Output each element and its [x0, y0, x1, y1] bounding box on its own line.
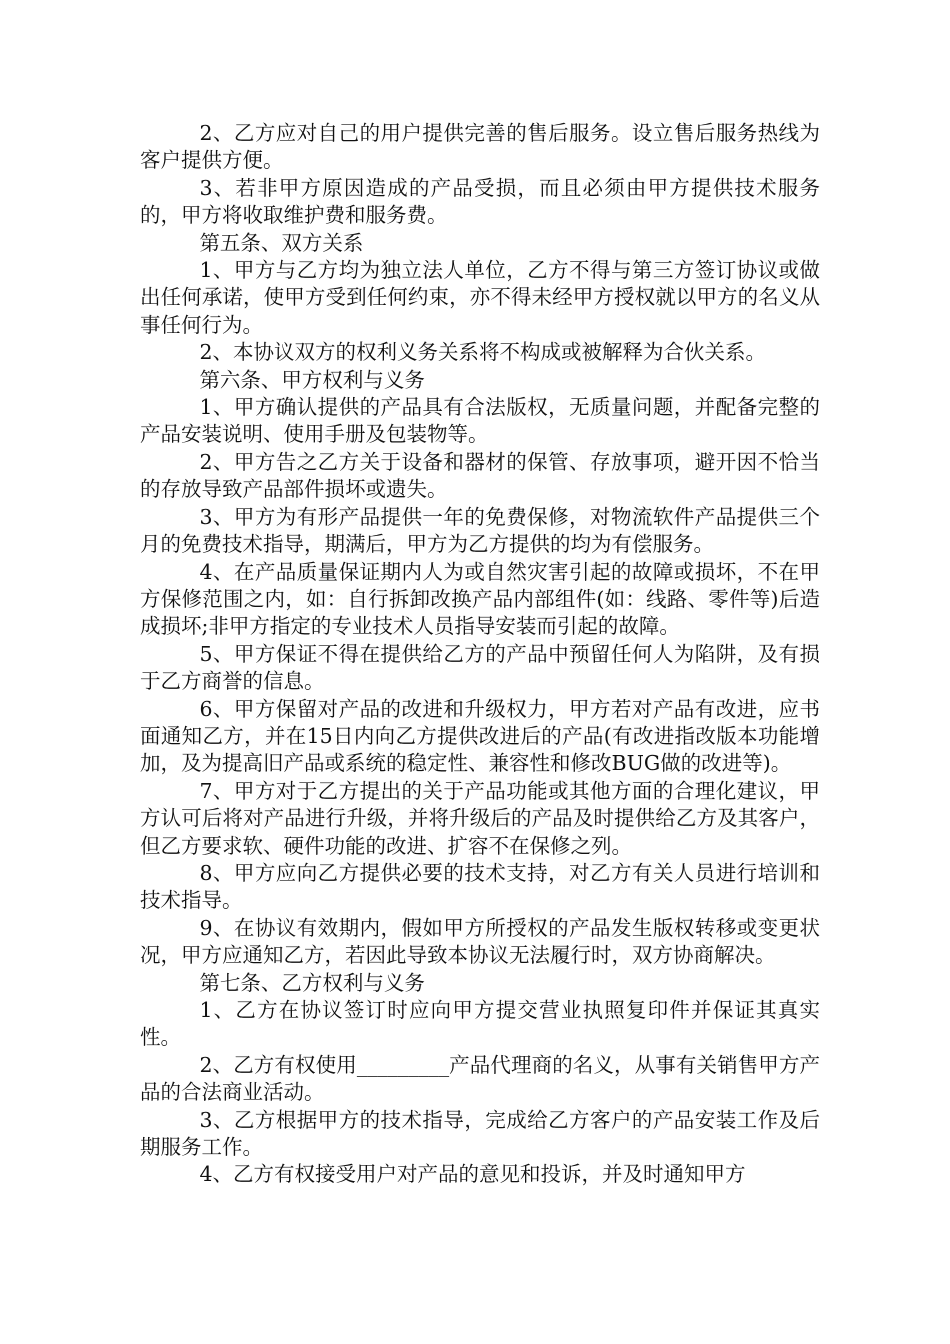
clause-item: 2、本协议双方的权利义务关系将不构成或被解释为合伙关系。: [199, 340, 766, 365]
section-heading: 第七条、乙方权利与义务: [199, 970, 425, 995]
section-heading: 第六条、甲方权利与义务: [199, 367, 425, 392]
clause-item: 5、甲方保证不得在提供给乙方的产品中预留任何人为陷阱，及有损于乙方商誉的信息。: [140, 641, 820, 694]
clause-item: 2、乙方有权使用_________产品代理商的名义，从事有关销售甲方产品的合法商业活动。: [140, 1052, 820, 1105]
clause-item: 9、在协议有效期内，假如甲方所授权的产品发生版权转移或变更状况，甲方应通知乙方，若因此导致本协议无法履行时，双方协商解决。: [140, 915, 820, 968]
clause-item: 4、在产品质量保证期内人为或自然灾害引起的故障或损坏，不在甲方保修范围之内，如：自行拆卸改换产品内部组件(如：线路、零件等)后造成损坏;非甲方指定的专业技术人员指导安装而引起的故障。: [140, 559, 820, 639]
clause-item: 3、甲方为有形产品提供一年的免费保修，对物流软件产品提供三个月的免费技术指导，期满后，甲方为乙方提供的均为有偿服务。: [140, 504, 820, 557]
clause-item: 6、甲方保留对产品的改进和升级权力，甲方若对产品有改进，应书面通知乙方，并在15日内向乙方提供改进后的产品(有改进指改版本功能增加，及为提高旧产品或系统的稳定性、兼容性和修改BUG做的改进等)。: [140, 696, 820, 776]
clause-item: 3、若非甲方原因造成的产品受损，而且必须由甲方提供技术服务的，甲方将收取维护费和服务费。: [140, 175, 820, 228]
clause-item: 1、甲方确认提供的产品具有合法版权，无质量问题，并配备完整的产品安装说明、使用手册及包装物等。: [140, 395, 820, 447]
clause-item: 1、甲方与乙方均为独立法人单位，乙方不得与第三方签订协议或做出任何承诺，使甲方受到任何约束，亦不得未经甲方授权就以甲方的名义从事任何行为。: [140, 258, 820, 337]
section-heading: 第五条、双方关系: [199, 230, 364, 255]
clause-item: 2、甲方告之乙方关于设备和器材的保管、存放事项，避开因不恰当的存放导致产品部件损坏或遗失。: [140, 449, 820, 502]
clause-item: 4、乙方有权接受用户对产品的意见和投诉，并及时通知甲方: [199, 1162, 746, 1187]
clause-item: 7、甲方对于乙方提出的关于产品功能或其他方面的合理化建议，甲方认可后将对产品进行升级，并将升级后的产品及时提供给乙方及其客户，但乙方要求软、硬件功能的改进、扩容不在保修之列。: [140, 778, 820, 858]
clause-item: 2、乙方应对自己的用户提供完善的售后服务。设立售后服务热线为客户提供方便。: [140, 121, 820, 173]
document-body: [140, 120, 820, 1189]
clause-item: 8、甲方应向乙方提供必要的技术支持，对乙方有关人员进行培训和技术指导。: [140, 860, 820, 913]
clause-item: 1、乙方在协议签订时应向甲方提交营业执照复印件并保证其真实性。: [140, 998, 820, 1050]
clause-item: 3、乙方根据甲方的技术指导，完成给乙方客户的产品安装工作及后期服务工作。: [140, 1107, 820, 1160]
